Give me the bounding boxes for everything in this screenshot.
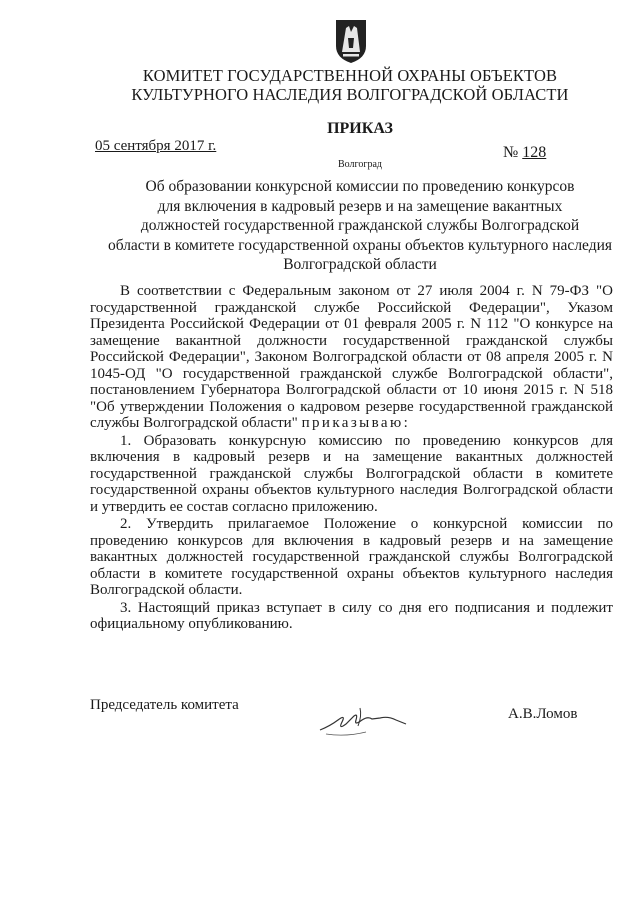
order-date: 05 сентября 2017 г. [95,138,217,154]
preamble-text: В соответствии с Федеральным законом от 27 июля 2004 г. N 79-ФЗ "О государственной гражданской службе Российской Федерации", Указом Президента Российской Федерации от 01 февраля 2005 г. N 112 "О конкурсе на замещение вакантной должности государственной гражданской службы Российской Федерации", Законом Волгоградской области от 08 апреля 2005 г. N 1045-ОД "О государственной гражданской службе Волгоградской области", постановлением Губернатора Волгоградской области от 10 июня 2015 г. N 518 "Об утверждении Положения о кадровом резерве государственной гражданской службы Волгоградской области" [90,283,613,431]
title-line-4: области в комитете государственной охраны объектов культурного наследия [107,236,613,254]
title-line-3: должностей государственной гражданской службы Волгоградской [140,217,580,234]
title-line-1: Об образовании конкурсной комиссии по проведению конкурсов [145,178,575,195]
signatory-position: Председатель комитета [90,697,239,713]
org-line-1: КОМИТЕТ ГОСУДАРСТВЕННОЙ ОХРАНЫ ОБЪЕКТОВ [142,66,558,85]
order-item-2: 2. Утвердить прилагаемое Положение о конкурсной комиссии по проведению конкурсов для включения в кадровый резерв и на замещение вакантных должностей государственной гражданской службы Волгоградской области в комитете государственной охраны объектов культурного наследия Волгоградской области. [90,516,613,598]
title-line-5: Волгоградской области [283,256,437,273]
document-type: ПРИКАЗ [327,120,393,137]
order-item-1: 1. Образовать конкурсную комиссию по проведению конкурсов для включения в кадровый резерв и на замещение вакантных должностей государственной гражданской службы Волгоградской области в комитете государственной охраны объектов культурного наследия Волгоградской области и утвердить ее состав согласно приложению. [90,432,613,515]
title-line-2: для включения в кадровый резерв и на замещение вакантных [157,197,563,215]
signatory-name: А.В.Ломов [508,706,578,722]
order-number-prefix: № [503,144,519,161]
order-city: Волгоград [337,159,382,170]
order-number-value: 128 [522,144,547,161]
order-item-3: 3. Настоящий приказ вступает в силу со дня его подписания и подлежит официальному опубликованию. [90,599,613,632]
handwritten-signature-icon [316,704,412,740]
coat-of-arms-icon [334,18,368,64]
order-title [80,177,640,275]
order-body [90,283,613,633]
order-word: приказываю: [301,415,411,431]
preamble-paragraph [90,283,613,432]
order-number [503,144,546,162]
org-line-2: КУЛЬТУРНОГО НАСЛЕДИЯ ВОЛГОГРАДСКОЙ ОБЛАСТИ [131,85,569,104]
organization-name [100,66,600,104]
